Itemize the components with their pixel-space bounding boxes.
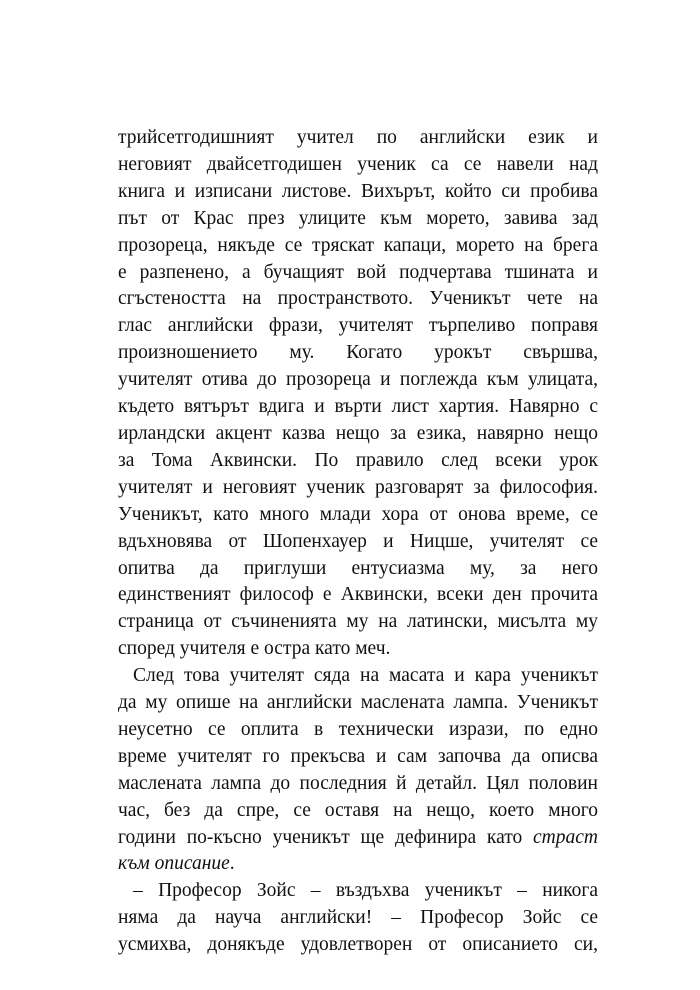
text-line: път от Крас през улиците към морето, завива зад	[118, 207, 598, 229]
text-line: прозореца, някъде се тряскат капаци, морето на брега	[118, 234, 598, 256]
text-line: за Тома Аквински. По правило след всеки урок	[118, 449, 598, 471]
emphasis-text: към описание	[118, 853, 230, 875]
text-line: учителят отива до прозореца и поглежда към улицата,	[118, 369, 598, 391]
text-line: глас английски фрази, учителят търпеливо поправя	[118, 315, 598, 337]
text-line: час, без да спре, се оставя на нещо, което много	[118, 799, 598, 821]
text-line: където вятърът вдига и върти лист хартия. Навярно с	[118, 396, 598, 418]
text-line: е разпенено, а бучащият вой подчертава тшината и	[118, 261, 598, 283]
text-line	[118, 851, 598, 878]
text-line: книга и изписани листове. Вихърът, който си пробива	[118, 180, 598, 202]
text-line: страница от съчиненията му на латински, мисълта му	[118, 611, 598, 633]
text-line: неговият двайсетгодишен ученик са се навели над	[118, 153, 598, 175]
text-line: усмихва, донякъде удовлетворен от описанието си,	[118, 934, 598, 956]
text-line: ирландски акцент казва нещо за езика, навярно нещо	[118, 422, 598, 444]
emphasis-text: страст	[533, 826, 599, 848]
text-line: опитва да приглуши ентусиазма му, за него	[118, 557, 598, 579]
text-line: учителят и неговият ученик разговарят за философия.	[118, 476, 598, 498]
text-line: няма да науча английски! – Професор Зойс се	[118, 907, 598, 929]
text-line: да му опише на английски маслената лампа. Ученикът	[118, 692, 598, 714]
text-line: маслената лампа до последния й детайл. Цял половин	[118, 772, 598, 794]
text-line: време учителят го прекъсва и сам започва да описва	[118, 745, 598, 767]
text-line: трийсетгодишният учител по английски език и	[118, 127, 598, 148]
text-line-part: години по-късно ученикът ще дефинира като	[118, 826, 523, 848]
text-line: произношението му. Когато урокът свършва,	[118, 342, 598, 364]
text-line: След това учителят сяда на масата и кара ученикът	[133, 665, 598, 687]
text-line	[118, 825, 598, 852]
text-line: Ученикът, като много млади хора от онова време, се	[118, 503, 598, 525]
text-line: вдъхновява от Шопенхауер и Ницше, учителят се	[118, 530, 598, 552]
text-line: неусетно се оплита в технически изрази, по едно	[118, 718, 598, 740]
text-line: – Професор Зойс – въздъхва ученикът – никога	[133, 880, 598, 902]
page-text	[118, 125, 598, 959]
text-line-part: .	[229, 853, 235, 875]
text-line: сгъстеността на пространството. Ученикът чете на	[118, 288, 598, 310]
text-line: според учителя е остра като меч.	[118, 638, 391, 660]
text-line: единственият философ е Аквински, всеки ден прочита	[118, 584, 598, 606]
